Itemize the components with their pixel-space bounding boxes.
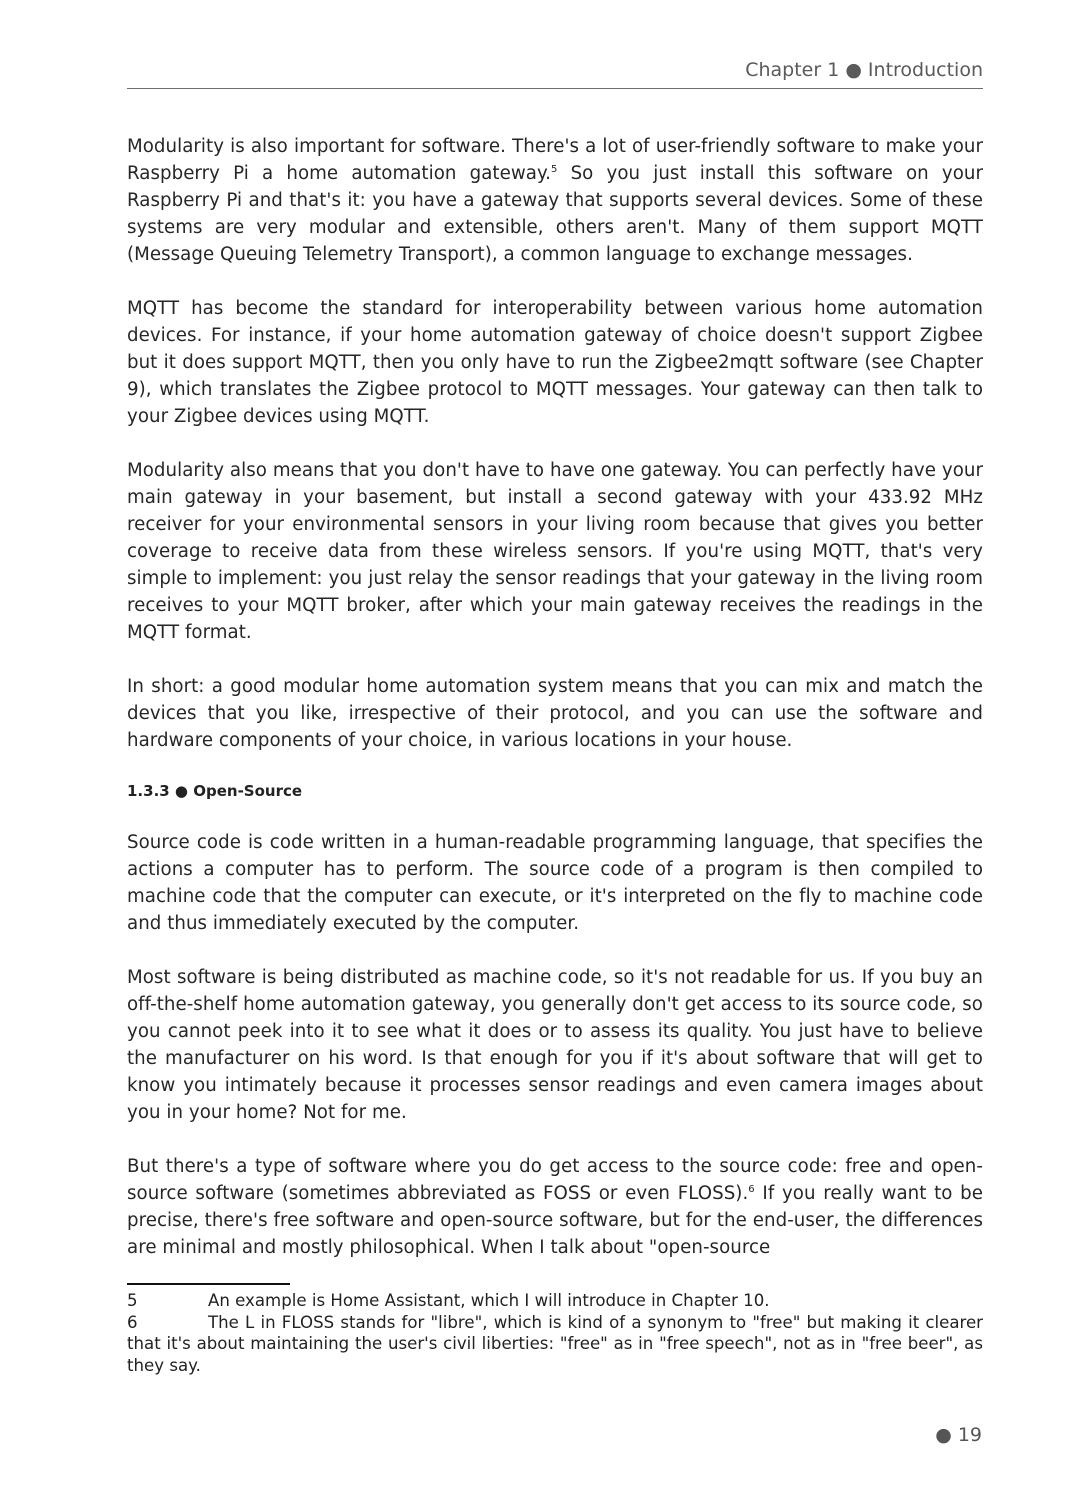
- footnote-number: 5: [127, 1291, 138, 1310]
- paragraph-text: But there's a type of software where you do get access to the source code: free and open-source software (sometimes abbreviated as FOSS or even FLOSS).: [127, 1156, 983, 1204]
- footnote-text: An example is Home Assistant, which I will introduce in Chapter 10.: [208, 1291, 770, 1310]
- paragraph: Modularity also means that you don't have to have one gateway. You can perfectly have your main gateway in your basement, but install a second gateway with your 433.92 MHz receiver for your environmental sensors in your living room because that gives you better coverage to receive data from these wireless sensors. If you're using MQTT, that's very simple to implement: you just relay the sensor readings that your gateway in the living room receives to your MQTT broker, after which your main gateway receives the readings in the MQTT format.: [127, 460, 983, 643]
- paragraph: In short: a good modular home automation system means that you can mix and match the devices that you like, irrespective of their protocol, and you can use the software and hardware components of your choice, in various locations in your house.: [127, 676, 983, 751]
- footnote-number: 6: [127, 1312, 138, 1332]
- page-number: ● 19: [935, 1424, 982, 1446]
- page-body: [127, 133, 983, 1288]
- paragraph: [127, 1153, 983, 1261]
- footnote-divider: [127, 1283, 290, 1285]
- paragraph: Most software is being distributed as machine code, so it's not readable for us. If you buy an off-the-shelf home automation gateway, you generally don't get access to its source code, so you cannot peek into it to see what it does or to assess its quality. You just have to believe the manufacturer on his word. Is that enough for you if it's about software that will get to know you intimately because it processes sensor readings and even camera images about you in your home? Not for me.: [127, 967, 983, 1123]
- paragraph-text: Modularity is also important for software. There's a lot of user-friendly software to make your Raspberry Pi a home automation gateway.: [127, 136, 983, 184]
- footnotes: [127, 1290, 983, 1376]
- footnote: [127, 1290, 983, 1312]
- chapter-title: Chapter 1 ● Introduction: [745, 59, 983, 81]
- footnote-ref[interactable]: 5: [551, 164, 558, 175]
- paragraph: MQTT has become the standard for interoperability between various home automation devices. For instance, if your home automation gateway of choice doesn't support Zigbee but it does support MQTT, then you only have to run the Zigbee2mqtt software (see Chapter 9), which translates the Zigbee protocol to MQTT messages. Your gateway can then talk to your Zigbee devices using MQTT.: [127, 298, 983, 427]
- footnote-ref[interactable]: 6: [748, 1184, 755, 1195]
- paragraph: Source code is code written in a human-readable programming language, that specifies the actions a computer has to perform. The source code of a program is then compiled to machine code that the computer can execute, or it's interpreted on the fly to machine code and thus immediately executed by the computer.: [127, 832, 983, 934]
- paragraph: [127, 133, 983, 268]
- paragraph-text: If you really want to be precise, there's free software and open-source software, but for the end-user, the differences are minimal and mostly philosophical. When I talk about "open-source: [127, 1183, 984, 1258]
- running-header: [127, 58, 983, 89]
- footnote: [127, 1312, 983, 1377]
- footnote-text: The L in FLOSS stands for "libre", which is kind of a synonym to "free" but making it clearer that it's about maintaining the user's civil liberties: "free" as in "free speech", not as in "free beer", as they say.: [127, 1312, 983, 1375]
- paragraph-text: So you just install this software on your Raspberry Pi and that's it: you have a gateway that supports several devices. Some of these systems are very modular and extensible, others aren't. Many of them support MQTT (Message Queuing Telemetry Transport), a common language to exchange messages.: [127, 163, 983, 265]
- section-heading: 1.3.3 ● Open-Source: [127, 782, 303, 800]
